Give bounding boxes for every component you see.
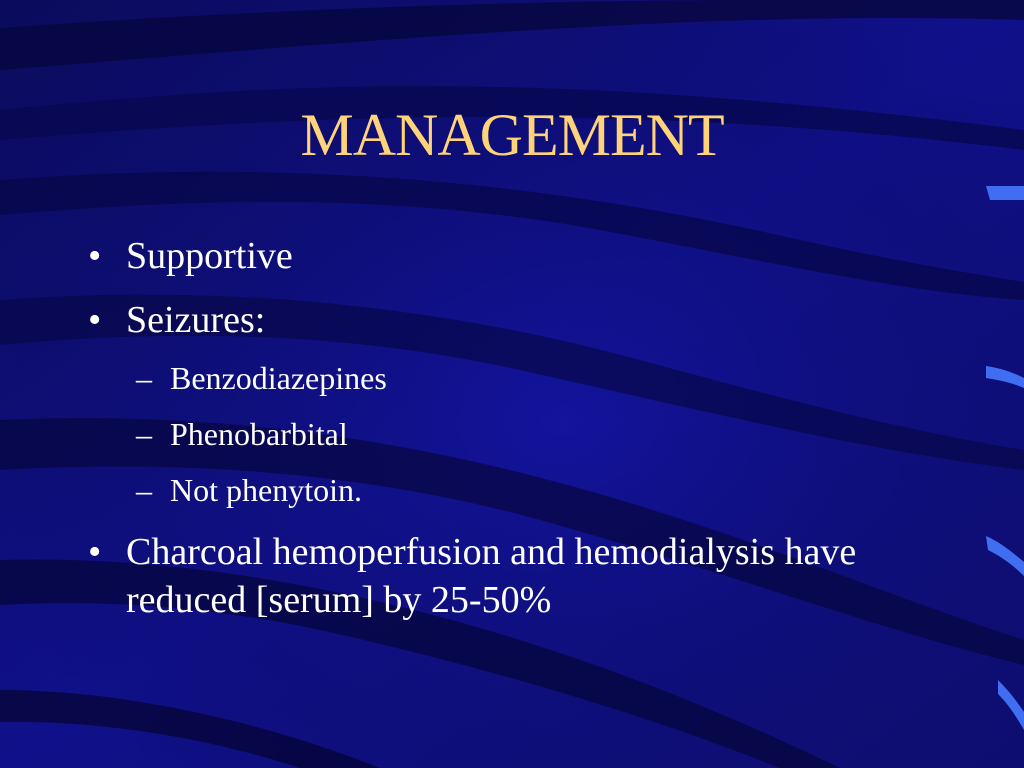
bullet-item: [88, 232, 948, 280]
bullet-text: Seizures:: [126, 299, 266, 341]
slide-title: MANAGEMENT: [300, 102, 724, 168]
bullet-mark: •: [88, 531, 102, 573]
accent-mark: [986, 186, 1024, 200]
bullet-mark: •: [88, 235, 102, 277]
bullet-item: [88, 296, 948, 344]
sub-bullet-mark: –: [136, 416, 152, 452]
sub-bullet-mark: –: [136, 472, 152, 508]
sub-bullet-text: Not phenytoin.: [170, 472, 362, 508]
sub-bullet-item: [88, 470, 948, 510]
sub-bullet-mark: –: [136, 360, 152, 396]
bullet-text: Supportive: [126, 235, 293, 277]
sub-bullet-text: Benzodiazepines: [170, 360, 387, 396]
bullet-item: [88, 528, 948, 624]
bullet-text: Charcoal hemoperfusion and hemodialysis have reduced [serum] by 25-50%: [126, 531, 857, 621]
sub-bullet-text: Phenobarbital: [170, 416, 348, 452]
sub-bullet-item: [88, 358, 948, 398]
slide-body: [88, 232, 948, 624]
sub-bullet-item: [88, 414, 948, 454]
bullet-mark: •: [88, 299, 102, 341]
